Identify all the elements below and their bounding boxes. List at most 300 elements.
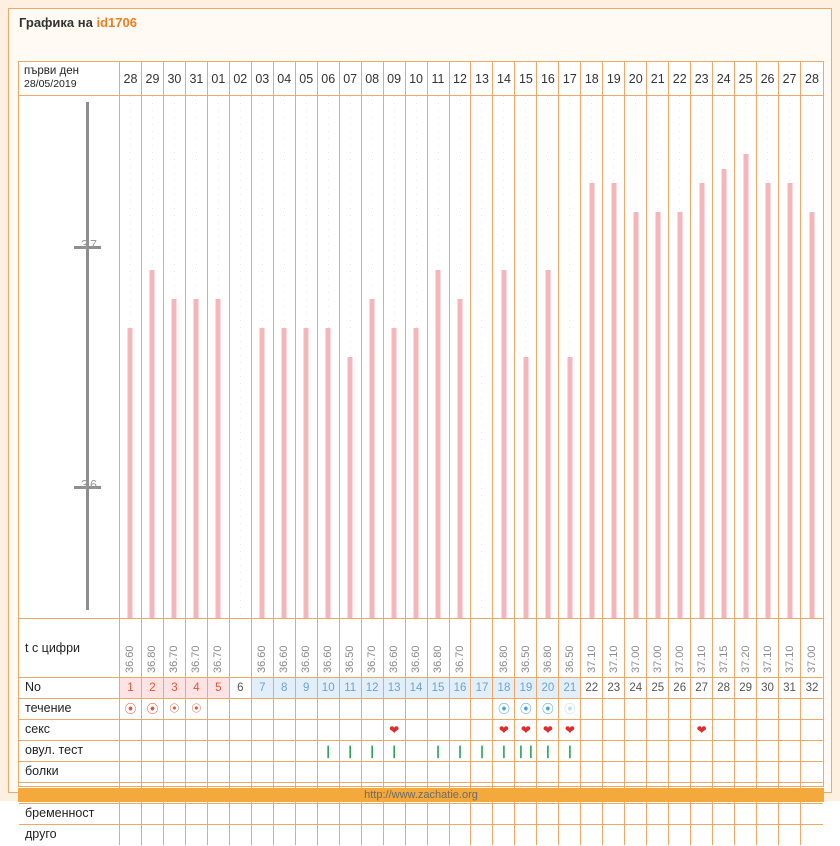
temperature-cell [428, 619, 450, 679]
sex-row-label: секс [19, 720, 120, 740]
pain-cell [428, 762, 450, 782]
other-cell [120, 825, 142, 845]
ovul-test-cell [691, 741, 713, 761]
other-cell [801, 825, 823, 845]
other-cell [625, 825, 647, 845]
other-cell [362, 825, 384, 845]
date-cell: 09 [384, 62, 406, 96]
flow-cell [472, 699, 494, 719]
sex-cell [669, 720, 691, 740]
cycle-day-cell: 5 [208, 678, 230, 698]
temperature-cell [669, 619, 691, 679]
pain-cell [515, 762, 537, 782]
cycle-day-cell: 6 [230, 678, 252, 698]
pregnancy-cell [472, 804, 494, 824]
pregnancy-cell [450, 804, 472, 824]
flow-cell [515, 699, 537, 719]
temperature-cell [757, 619, 779, 679]
temperature-bar [216, 299, 221, 618]
temperature-value: 37.10 [585, 645, 598, 673]
bar-column [450, 96, 472, 618]
cycle-day-cell: 13 [384, 678, 406, 698]
temperature-value: 36.60 [124, 645, 137, 673]
pregnancy-row [19, 804, 823, 825]
bar-column [142, 96, 164, 618]
other-cell [230, 825, 252, 845]
temperature-cell [559, 619, 581, 679]
ovul-test-cell [384, 741, 406, 761]
cycle-day-cell: 26 [669, 678, 691, 698]
temperature-bar [260, 328, 265, 618]
date-cell: 17 [559, 62, 581, 96]
cycle-day-cell: 12 [362, 678, 384, 698]
flow-cells [120, 699, 823, 719]
pregnancy-cell [713, 804, 735, 824]
cycle-day-cell: 21 [559, 678, 581, 698]
blood-drop-icon: ⦿ [191, 704, 202, 715]
other-cell [142, 825, 164, 845]
pain-cell [647, 762, 669, 782]
temperature-cell [801, 619, 823, 679]
other-cell [164, 825, 186, 845]
test-strip-icon: ❘ [498, 744, 509, 758]
bar-column [428, 96, 450, 618]
pregnancy-cell [735, 804, 757, 824]
pain-cell [186, 762, 208, 782]
test-strip-icon: ❘ [345, 744, 356, 758]
bar-column [164, 96, 186, 618]
temperature-cell [691, 619, 713, 679]
ovul-test-cell [252, 741, 274, 761]
sex-cell [450, 720, 472, 740]
flow-cell [406, 699, 428, 719]
pain-cell [581, 762, 603, 782]
ovul-test-row [19, 741, 823, 762]
temperature-bar [370, 299, 375, 618]
ovul-test-cell [362, 741, 384, 761]
pregnancy-cell [515, 804, 537, 824]
pain-cell [362, 762, 384, 782]
bar-column [384, 96, 406, 618]
heart-icon: ❤ [520, 723, 531, 737]
temperature-cell [450, 619, 472, 679]
temperature-cell [142, 619, 164, 679]
pregnancy-cell [142, 804, 164, 824]
pregnancy-cells [120, 804, 823, 824]
temperature-value: 37.10 [783, 645, 796, 673]
pain-cell [274, 762, 296, 782]
temperature-bar [523, 357, 528, 618]
sex-cell [296, 720, 318, 740]
temperature-bar [348, 357, 353, 618]
temperature-value: 36.60 [256, 645, 269, 673]
other-cell [252, 825, 274, 845]
no-row-label: No [19, 678, 120, 698]
bar-column [801, 96, 823, 618]
temperature-value: 36.50 [563, 645, 576, 673]
date-cell: 12 [450, 62, 472, 96]
sex-cell [472, 720, 494, 740]
temperature-bar [787, 183, 792, 618]
flow-cell [450, 699, 472, 719]
sex-cells [120, 720, 823, 740]
flow-row [19, 699, 823, 720]
pain-cells [120, 762, 823, 782]
test-strip-icon: ❘❘ [515, 744, 536, 758]
date-cell: 28 [120, 62, 142, 96]
date-cell: 14 [493, 62, 515, 96]
ovul-test-cell [186, 741, 208, 761]
sex-cell [515, 720, 537, 740]
ovul-test-cells [120, 741, 823, 761]
flow-cell [713, 699, 735, 719]
flow-cell [318, 699, 340, 719]
pregnancy-cell [340, 804, 362, 824]
ovul-test-cell [208, 741, 230, 761]
temperature-bar [677, 212, 682, 618]
bar-column [647, 96, 669, 618]
sex-cell [274, 720, 296, 740]
temperature-value: 36.80 [497, 645, 510, 673]
heart-icon: ❤ [696, 723, 707, 737]
ovul-test-cell [603, 741, 625, 761]
pain-cell [296, 762, 318, 782]
date-cell: 16 [537, 62, 559, 96]
pain-cell [120, 762, 142, 782]
test-strip-icon: ❘ [542, 744, 553, 758]
flow-cell [691, 699, 713, 719]
flow-cell [603, 699, 625, 719]
flow-cell [164, 699, 186, 719]
temperature-cell [581, 619, 603, 679]
temperature-cell [340, 619, 362, 679]
temperature-bar [743, 154, 748, 618]
bar-column [713, 96, 735, 618]
pregnancy-cell [164, 804, 186, 824]
flow-cell [757, 699, 779, 719]
sex-cell [252, 720, 274, 740]
other-cells [120, 825, 823, 845]
bar-column [362, 96, 384, 618]
footer-url: http://www.zachatie.org [364, 789, 478, 801]
cycle-day-cell: 8 [274, 678, 296, 698]
other-cell [450, 825, 472, 845]
heart-icon: ❤ [389, 723, 400, 737]
ovul-test-cell [559, 741, 581, 761]
pain-cell [318, 762, 340, 782]
temperature-bar [567, 357, 572, 618]
temperature-value: 36.80 [541, 645, 554, 673]
pregnancy-cell [801, 804, 823, 824]
column-guide-dots [230, 96, 251, 618]
date-cell: 21 [647, 62, 669, 96]
other-cell [757, 825, 779, 845]
first-day-label-cell [19, 62, 120, 96]
bar-column [625, 96, 647, 618]
sex-cell [186, 720, 208, 740]
date-cell: 30 [164, 62, 186, 96]
temperature-value: 36.50 [344, 645, 357, 673]
y-axis-panel [19, 96, 120, 618]
plot-area [19, 96, 823, 618]
temperature-cell [406, 619, 428, 679]
pain-cell [406, 762, 428, 782]
test-strip-icon: ❘ [564, 744, 575, 758]
bar-column [252, 96, 274, 618]
temperature-value: 36.60 [300, 645, 313, 673]
bar-column [208, 96, 230, 618]
date-cell: 28 [805, 72, 819, 86]
pregnancy-cell [252, 804, 274, 824]
sex-cell [691, 720, 713, 740]
first-day-date: 28/05/2019 [24, 78, 77, 90]
cycle-day-cell: 23 [603, 678, 625, 698]
bar-column [603, 96, 625, 618]
chart-card [8, 8, 832, 841]
date-cell: 04 [274, 62, 296, 96]
sex-cell [581, 720, 603, 740]
pain-cell [384, 762, 406, 782]
other-cell [296, 825, 318, 845]
cycle-day-cell: 29 [735, 678, 757, 698]
other-cell [406, 825, 428, 845]
temperature-bar [414, 328, 419, 618]
ovul-test-cell [340, 741, 362, 761]
ovul-test-cell [450, 741, 472, 761]
temperature-value: 37.00 [806, 645, 818, 673]
cycle-day-cell: 31 [779, 678, 801, 698]
bar-column [230, 96, 252, 618]
blood-drop-icon: ⦿ [124, 702, 137, 716]
temperature-row [19, 618, 823, 678]
temperature-value: 36.80 [432, 645, 445, 673]
ovul-test-cell [757, 741, 779, 761]
bar-column [120, 96, 142, 618]
temperature-bar [392, 328, 397, 618]
date-cell: 27 [779, 62, 801, 96]
test-strip-icon: ❘ [367, 744, 378, 758]
sex-cell [559, 720, 581, 740]
flow-cell [581, 699, 603, 719]
bar-column [296, 96, 318, 618]
temperature-bar [128, 328, 133, 618]
sex-cell [603, 720, 625, 740]
pregnancy-row-label: бременност [19, 804, 120, 824]
flow-cell [296, 699, 318, 719]
sex-cell [406, 720, 428, 740]
flow-cell [340, 699, 362, 719]
ovul-test-cell [428, 741, 450, 761]
temperature-bar [699, 183, 704, 618]
temperature-row-label: t с цифри [19, 619, 120, 679]
temperature-value: 37.00 [673, 645, 686, 673]
date-cell: 19 [603, 62, 625, 96]
date-cell: 22 [669, 62, 691, 96]
ovul-test-row-label: овул. тест [19, 741, 120, 761]
temperature-value: 36.60 [278, 645, 291, 673]
flow-cell [252, 699, 274, 719]
pregnancy-cell [493, 804, 515, 824]
pain-cell [735, 762, 757, 782]
water-drop-icon: ⦿ [519, 702, 532, 716]
pain-row [19, 762, 823, 783]
ovul-test-cell [801, 741, 823, 761]
ovul-test-cell [274, 741, 296, 761]
cycle-day-cell: 27 [691, 678, 713, 698]
pregnancy-cell [230, 804, 252, 824]
flow-cell [274, 699, 296, 719]
pregnancy-cell [779, 804, 801, 824]
pregnancy-cell [362, 804, 384, 824]
temperature-cell [713, 619, 735, 679]
pregnancy-cell [384, 804, 406, 824]
sex-cell [779, 720, 801, 740]
temperature-bar [501, 270, 506, 618]
date-cell: 18 [581, 62, 603, 96]
temperature-value: 37.15 [717, 645, 730, 673]
other-cell [603, 825, 625, 845]
cycle-day-cell: 15 [428, 678, 450, 698]
flow-cell [428, 699, 450, 719]
calendar-header-row [19, 62, 823, 96]
other-cell [274, 825, 296, 845]
temperature-cell [625, 619, 647, 679]
temperature-cell [318, 619, 340, 679]
sex-row [19, 720, 823, 741]
cycle-day-cell: 11 [340, 678, 362, 698]
cycle-day-cell: 4 [186, 678, 208, 698]
sex-cell [493, 720, 515, 740]
column-guide-dots [472, 96, 493, 618]
other-cell [559, 825, 581, 845]
cycle-day-cell: 30 [757, 678, 779, 698]
pregnancy-cell [669, 804, 691, 824]
pregnancy-cell [559, 804, 581, 824]
bar-column [559, 96, 581, 618]
ovul-test-cell [735, 741, 757, 761]
flow-cell [230, 699, 252, 719]
temperature-bar [611, 183, 616, 618]
sex-cell [208, 720, 230, 740]
temperature-bar [633, 212, 638, 618]
temperature-bar [810, 212, 815, 618]
temperature-cell [252, 619, 274, 679]
bar-column [340, 96, 362, 618]
y-axis-line [86, 102, 89, 610]
other-row [19, 825, 823, 846]
cycle-day-cell: 17 [472, 678, 494, 698]
flow-cell [186, 699, 208, 719]
temperature-value: 36.60 [410, 645, 423, 673]
other-cell [515, 825, 537, 845]
other-cell [340, 825, 362, 845]
y-tick-label-37: 37 [81, 238, 99, 252]
sex-cell [757, 720, 779, 740]
bar-column [691, 96, 713, 618]
pain-cell [603, 762, 625, 782]
test-strip-icon: ❘ [454, 744, 466, 758]
blood-drop-icon: ⦿ [146, 702, 159, 716]
ovul-test-cell [120, 741, 142, 761]
date-cell: 29 [142, 62, 164, 96]
pregnancy-cell [625, 804, 647, 824]
cycle-day-cell: 16 [450, 678, 472, 698]
temperature-bar [589, 183, 594, 618]
temperature-cell [164, 619, 186, 679]
cycle-day-cell: 28 [713, 678, 735, 698]
ovul-test-cell [515, 741, 537, 761]
page-title-text: Графика на [19, 15, 93, 30]
other-cell [735, 825, 757, 845]
bar-column [318, 96, 340, 618]
other-cell [428, 825, 450, 845]
cycle-day-cell: 10 [318, 678, 340, 698]
pregnancy-cell [406, 804, 428, 824]
cycle-day-cell: 3 [164, 678, 186, 698]
temperature-value: 37.20 [739, 645, 752, 673]
flow-cell [142, 699, 164, 719]
date-cell: 31 [186, 62, 208, 96]
bar-column [515, 96, 537, 618]
cycle-day-cell: 9 [296, 678, 318, 698]
heart-icon: ❤ [564, 723, 575, 737]
cycle-day-cell: 7 [252, 678, 274, 698]
pain-cell [230, 762, 252, 782]
date-cell: 10 [406, 62, 428, 96]
flow-cell [208, 699, 230, 719]
temperature-value: 36.60 [388, 645, 401, 673]
bar-column [581, 96, 603, 618]
pregnancy-cell [120, 804, 142, 824]
flow-row-label: течение [19, 699, 120, 719]
pain-cell [450, 762, 472, 782]
temperature-cell [362, 619, 384, 679]
ovul-test-cell [230, 741, 252, 761]
temperature-value: 36.50 [519, 645, 532, 673]
flow-cell [384, 699, 406, 719]
cycle-day-cell: 14 [406, 678, 428, 698]
temperature-cell [493, 619, 515, 679]
bar-column [735, 96, 757, 618]
temperature-cell [515, 619, 537, 679]
temperature-cell [779, 619, 801, 679]
ovul-test-cell [713, 741, 735, 761]
other-cell [779, 825, 801, 845]
sex-cell [537, 720, 559, 740]
test-strip-icon: ❘ [476, 744, 488, 758]
temperature-value: 36.70 [366, 645, 379, 673]
other-cell [691, 825, 713, 845]
pain-cell [340, 762, 362, 782]
first-day-label: първи ден [24, 65, 79, 77]
cycle-day-cell: 2 [142, 678, 164, 698]
pain-cell [472, 762, 494, 782]
ovul-test-cell [406, 741, 428, 761]
temperature-value: 37.10 [695, 645, 708, 673]
pain-cell [142, 762, 164, 782]
date-cell: 11 [428, 62, 450, 96]
pregnancy-cell [208, 804, 230, 824]
pain-cell [713, 762, 735, 782]
temperature-cell [384, 619, 406, 679]
pain-cell [252, 762, 274, 782]
pain-cell [208, 762, 230, 782]
pregnancy-cell [274, 804, 296, 824]
bar-column [669, 96, 691, 618]
temperature-bar [721, 169, 726, 619]
sex-cell [164, 720, 186, 740]
sex-cell [340, 720, 362, 740]
